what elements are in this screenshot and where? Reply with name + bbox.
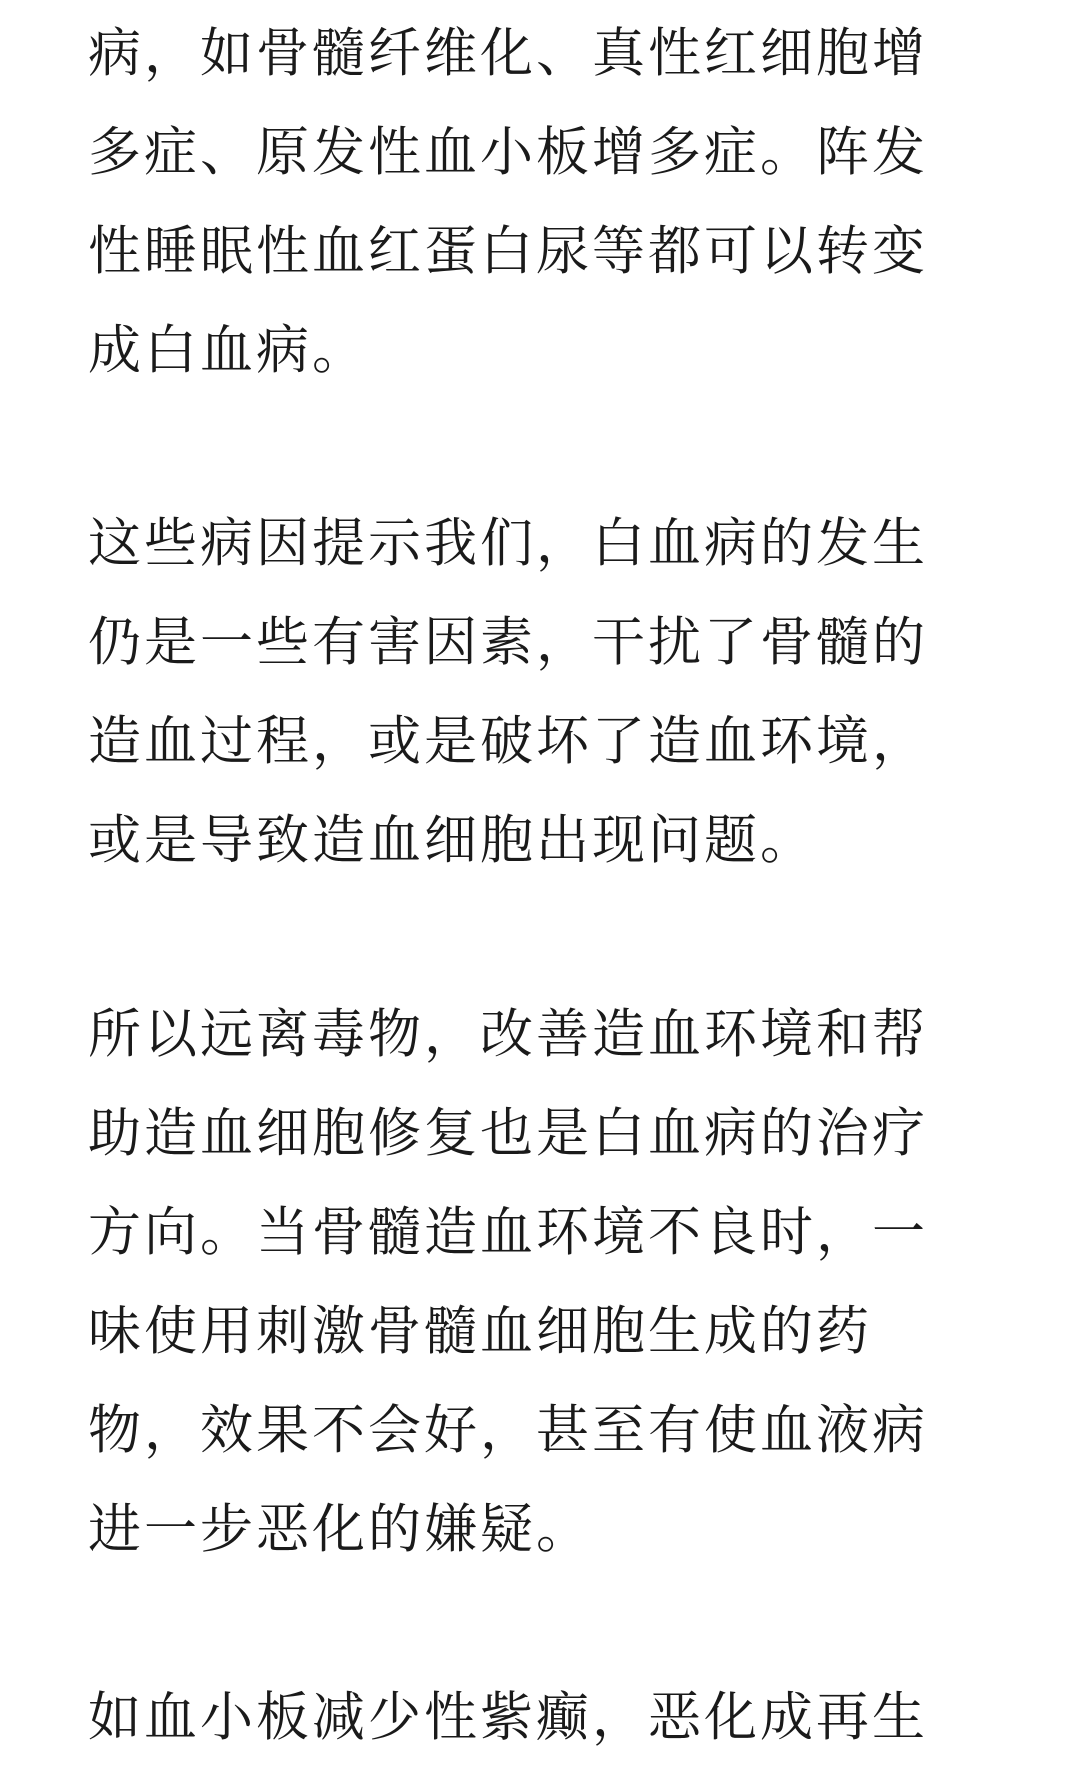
paragraph-2 [88, 494, 1008, 890]
text-line: 方向。当骨髓造血环境不良时，一 [88, 1202, 928, 1263]
text-line: 味使用刺激骨髓血细胞生成的药 [88, 1301, 872, 1362]
text-line: 多症、原发性血小板增多症。阵发 [88, 122, 928, 183]
text-line: 如血小板减少性紫癫，恶化成再生 [88, 1687, 928, 1748]
paragraph-3 [88, 985, 1008, 1579]
text-line: 仍是一些有害因素，干扰了骨髓的 [88, 612, 928, 673]
text-line: 造血过程，或是破坏了造血环境， [88, 711, 928, 772]
text-line: 助造血细胞修复也是白血病的治疗 [88, 1103, 928, 1164]
text-line: 进一步恶化的嫌疑。 [88, 1499, 592, 1560]
text-line: 物，效果不会好，甚至有使血液病 [88, 1400, 928, 1461]
text-line: 性睡眠性血红蛋白尿等都可以转变 [88, 221, 928, 282]
text-line: 成白血病。 [88, 320, 368, 381]
text-line: 病，如骨髓纤维化、真性红细胞增 [88, 23, 928, 84]
text-line: 所以远离毒物，改善造血环境和帮 [88, 1004, 928, 1065]
paragraph-4 [88, 1668, 1008, 1767]
text-line: 这些病因提示我们，白血病的发生 [88, 513, 928, 574]
text-line: 或是导致造血细胞出现问题。 [88, 810, 816, 871]
paragraph-1 [88, 4, 1008, 400]
